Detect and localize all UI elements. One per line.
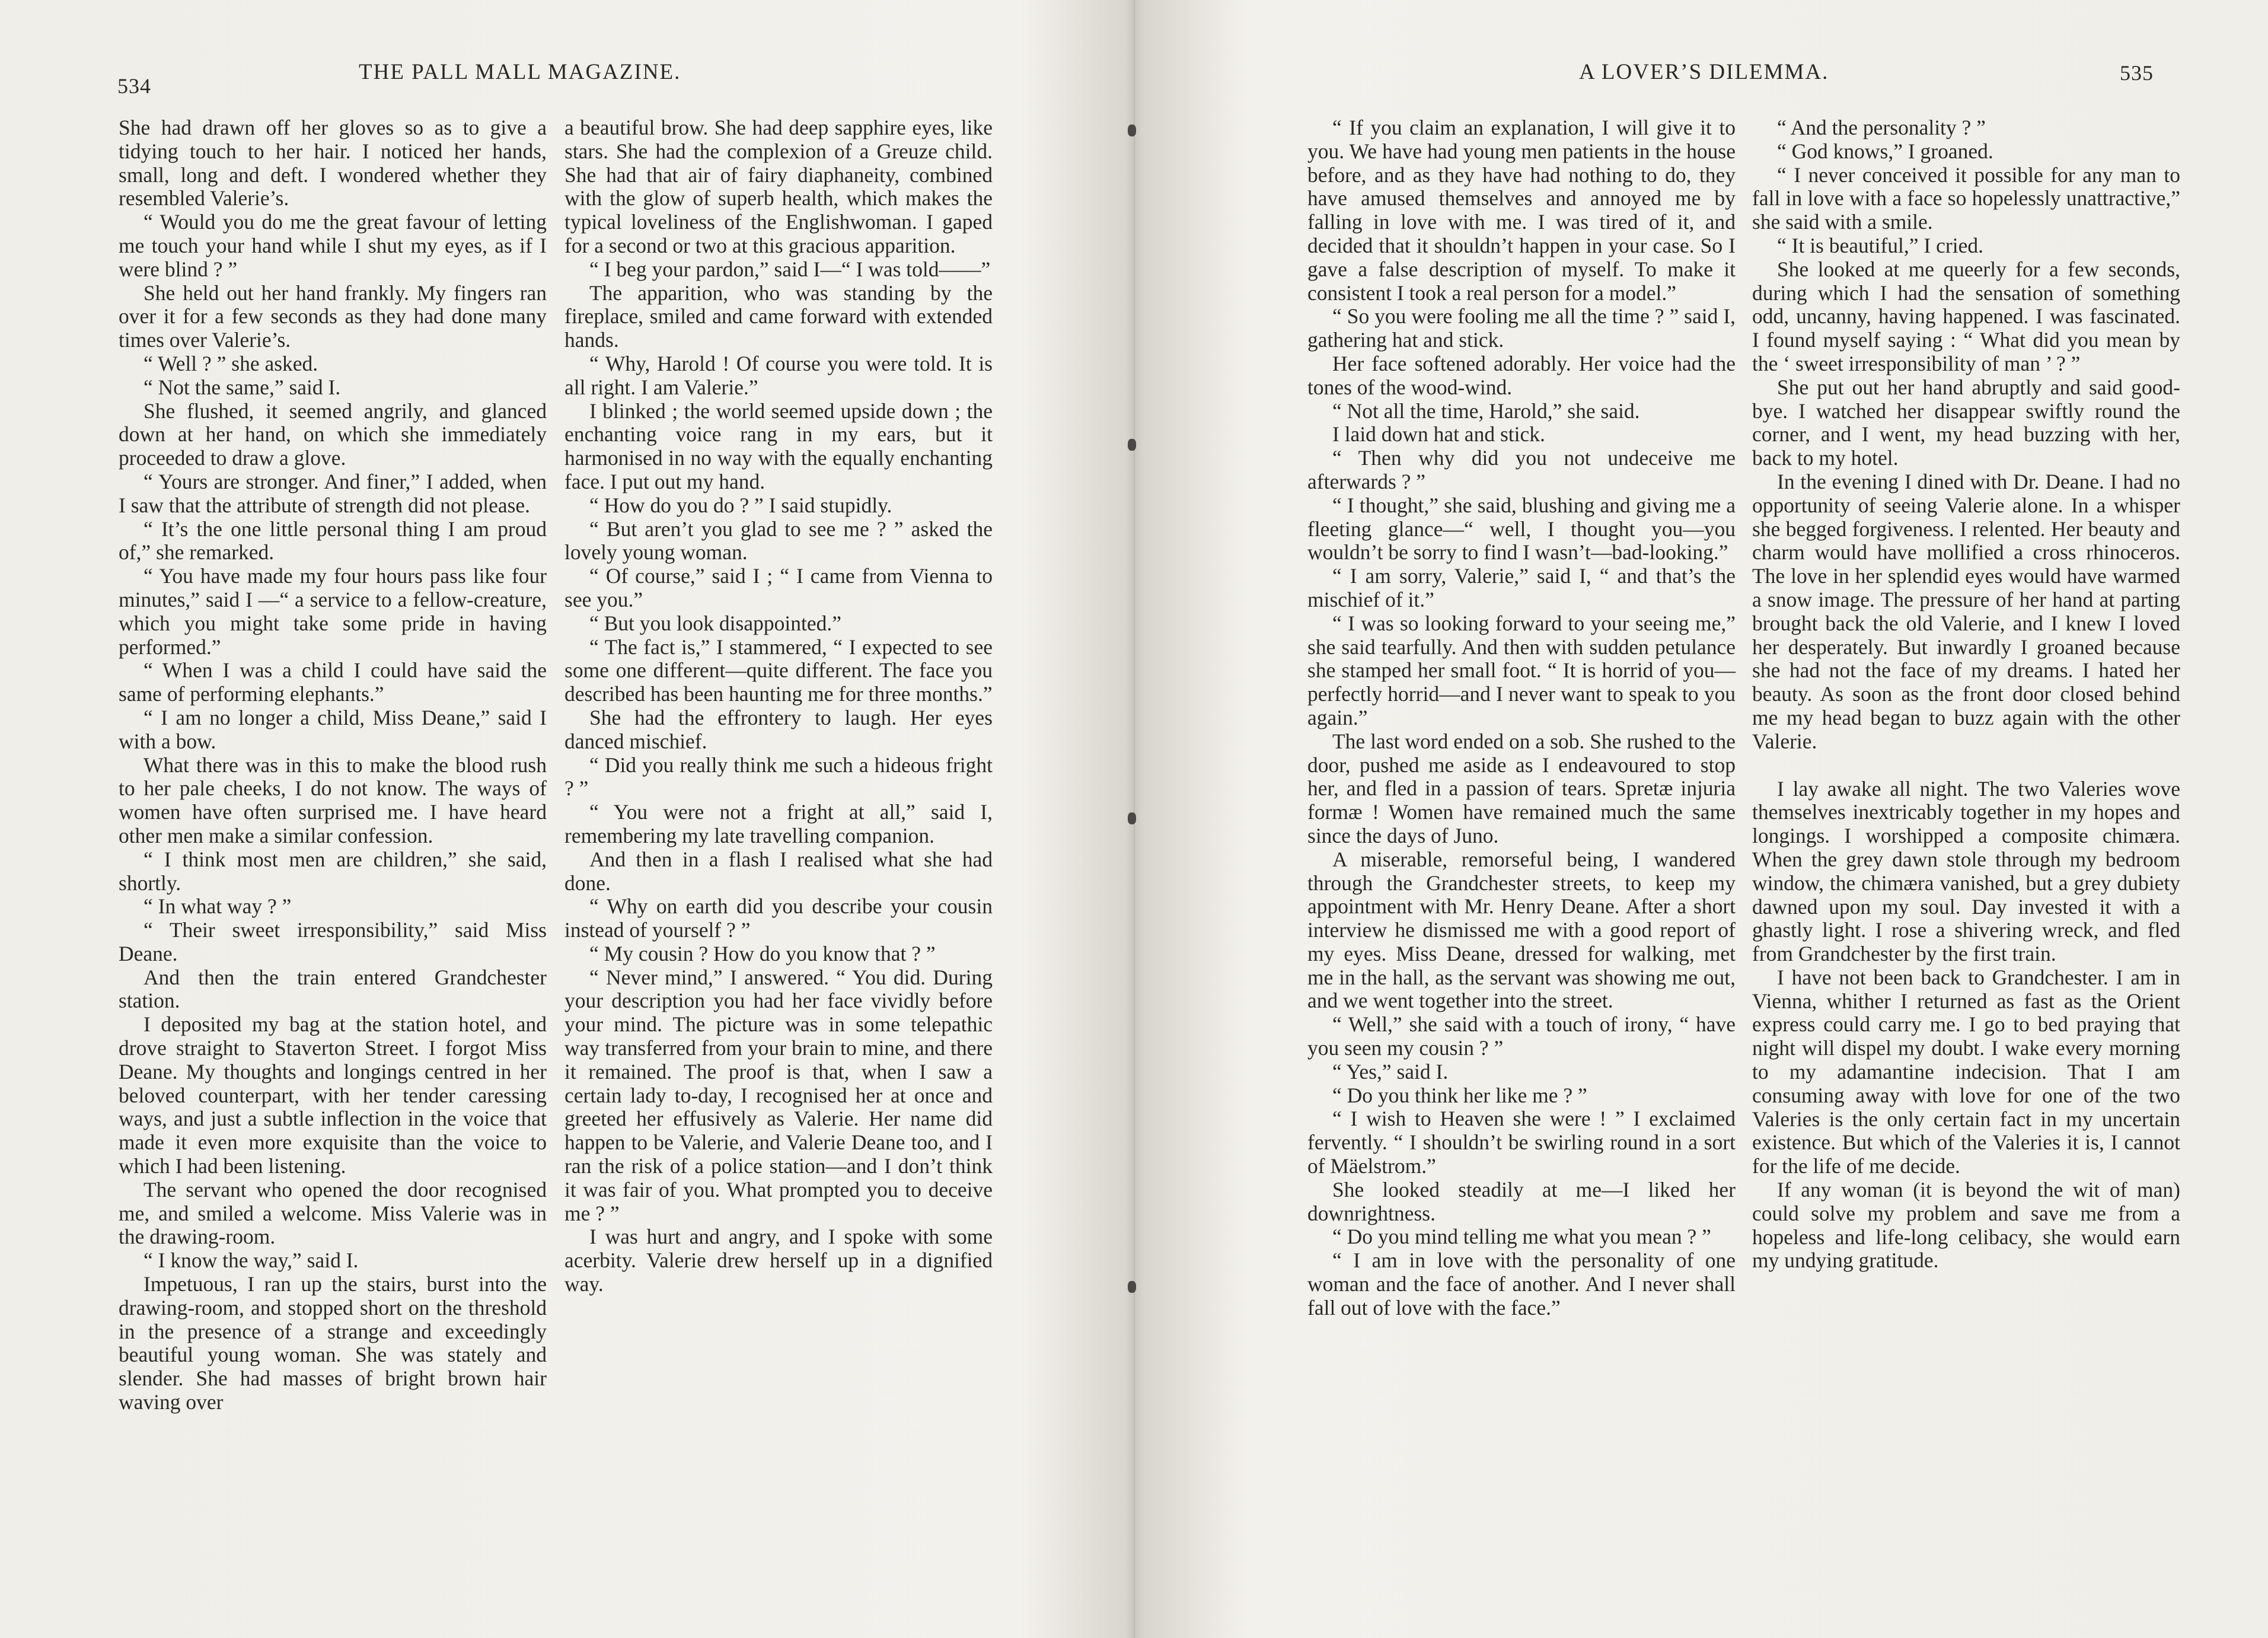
page-number: 535 xyxy=(2120,61,2154,85)
paragraph: The apparition, who was standing by the fireplace, smiled and came forward with extended hands. xyxy=(564,281,993,352)
paragraph: I deposited my bag at the station hotel, and drove straight to Staverton Street. I forgot Miss Deane. My thoughts and longings centred in her beloved counterpart, with her tender caressing ways, and just a subtle inflection in the voice that made it even more exquisite than the voice to which I had been listening. xyxy=(119,1012,547,1178)
paragraph: “ I thought,” she said, blushing and giving me a fleeting glance—“ well, I thought you—you wouldn’t be sorry to find I wasn’t—bad-looking.” xyxy=(1307,493,1736,565)
paragraph: She had the effrontery to laugh. Her eyes danced mischief. xyxy=(564,705,993,753)
paragraph: Her face softened adorably. Her voice had the tones of the wood-wind. xyxy=(1307,351,1736,399)
paragraph: “ God knows,” I groaned. xyxy=(1777,139,1993,163)
paragraph: “ I think most men are children,” she said, shortly. xyxy=(119,847,547,895)
paragraph: “ My cousin ? How do you know that ? ” xyxy=(589,941,936,965)
right-page xyxy=(1135,0,2268,1638)
paragraph: I was hurt and angry, and I spoke with some acerbity. Valerie drew herself up in a dignified way. xyxy=(564,1225,993,1296)
paragraph: “ Well ? ” she asked. xyxy=(143,351,318,375)
running-head: A LOVER’S DILEMMA. xyxy=(1579,60,1829,84)
paragraph: “ I wish to Heaven she were ! ” I exclaimed fervently. “ I shouldn’t be swirling round in a sort of Mäelstrom.” xyxy=(1307,1107,1736,1178)
paragraph: “ Do you think her like me ? ” xyxy=(1332,1083,1587,1107)
paragraph: “ When I was a child I could have said the same of performing elephants.” xyxy=(119,658,547,706)
paragraph: I have not been back to Grandchester. I am in Vienna, whither I returned as fast as the Orient express could carry me. I go to bed praying that night will dispel my doubt. I wake every morning to my adamantine indecision. That I am consuming away with love for one of the two Valeries is the only certain fact in my uncertain existence. But which of the Valeries it is, I cannot for the life of me decide. xyxy=(1752,965,2180,1178)
paragraph: “ Not all the time, Harold,” she said. xyxy=(1332,399,1640,423)
text-column xyxy=(119,116,547,1414)
paragraph: “ You have made my four hours pass like four minutes,” said I —“ a service to a fellow-creature, which you might take some pride in having performed.” xyxy=(119,564,547,659)
paragraph: “ And the personality ? ” xyxy=(1777,116,1986,139)
paragraph: “ If you claim an explanation, I will give it to you. We have had young men patients in the house before, and as they have had nothing to do, they have amused themselves and annoyed me by falling in love with me. I was tired of it, and decided that it shouldn’t happen in your case. So I gave a false description of myself. To make it consistent I took a real person for a model.” xyxy=(1307,116,1736,305)
paragraph: She flushed, it seemed angrily, and glanced down at her hand, on which she immediately proceeded to draw a glove. xyxy=(119,399,547,470)
paragraph: “ In what way ? ” xyxy=(143,894,292,919)
paragraph: “ So you were fooling me all the time ? ” said I, gathering hat and stick. xyxy=(1307,304,1736,352)
paragraph: “ I know the way,” said I. xyxy=(143,1248,359,1273)
paragraph: “ I beg your pardon,” said I—“ I was told——” xyxy=(589,257,991,281)
paragraph: And then in a flash I realised what she had done. xyxy=(564,847,993,895)
paragraph: “ How do you do ? ” I said stupidly. xyxy=(589,493,892,517)
page-number: 534 xyxy=(117,74,151,98)
paragraph: If any woman (it is beyond the wit of man) could solve my problem and save me from a hopeless and life-long celibacy, she would earn my undying gratitude. xyxy=(1752,1178,2180,1273)
paragraph: “ Their sweet irresponsibility,” said Miss Deane. xyxy=(119,918,547,965)
paragraph: “ I was so looking forward to your seeing me,” she said tearfully. And then with sudden petulance she stamped her small foot. “ It is horrid of you—perfectly horrid—and I never want to speak to you again.” xyxy=(1307,611,1736,729)
paragraph: “ Do you mind telling me what you mean ? ” xyxy=(1332,1225,1711,1249)
paragraph: “ Why, Harold ! Of course you were told. It is all right. I am Valerie.” xyxy=(564,351,993,399)
paragraph: “ But you look disappointed.” xyxy=(589,611,841,635)
paragraph: “ I never conceived it possible for any man to fall in love with a face so hopelessly unattractive,” she said with a smile. xyxy=(1752,162,2180,234)
paragraph: “ The fact is,” I stammered, “ I expected to see some one different—quite different. The face you described has been haunting me for three months.” xyxy=(564,635,993,706)
text-column xyxy=(1307,116,1736,1320)
paragraph: a beautiful brow. She had deep sapphire eyes, like stars. She had the complexion of a Greuze child. She had that air of fairy diaphaneity, combined with the glow of superb health, which makes the typical loveliness of the Englishwoman. I gaped for a second or two at this gracious apparition. xyxy=(564,116,993,257)
paragraph: “ Why on earth did you describe your cousin instead of yourself ? ” xyxy=(564,894,993,942)
paragraph: “ Did you really think me such a hideous fright ? ” xyxy=(564,753,993,801)
left-page xyxy=(0,0,1133,1638)
paragraph: She looked steadily at me—I liked her downrightness. xyxy=(1307,1177,1736,1225)
paragraph: “ Well,” she said with a touch of irony, “ have you seen my cousin ? ” xyxy=(1307,1012,1736,1060)
paragraph: “ Never mind,” I answered. “ You did. During your description you had her face vividly before your mind. The picture was in some telepathic way transferred from your brain to mine, and there it remained. The proof is that, when I saw a certain lady to-day, I recognised her at once and greeted her effusively as Valerie. Her name did happen to be Valerie, and Valerie Deane too, and I ran the risk of a police station—and I don’t think it was fair of you. What prompted you to deceive me ? ” xyxy=(564,965,993,1225)
paragraph: In the evening I dined with Dr. Deane. I had no opportunity of seeing Valerie alone. In a whisper she begged forgiveness. I relented. Her beauty and charm would have mollified a cross rhinoceros. The love in her splendid eyes would have warmed a snow image. The pressure of her hand at parting brought back the old Valerie, and I knew I loved her desperately. But inwardly I groaned because she had not the face of my dreams. I hated her beauty. As soon as the front door closed behind me my head began to buzz again with the other Valerie. xyxy=(1752,469,2180,753)
paragraph: I blinked ; the world seemed upside down ; the enchanting voice rang in my ears, but it harmonised in no way with the equally enchanting face. I put out my hand. xyxy=(564,399,993,493)
paragraph: “ Of course,” said I ; “ I came from Vienna to see you.” xyxy=(564,564,993,611)
paragraph: The last word ended on a sob. She rushed to the door, pushed me aside as I endeavoured to stop her, and fled in a passion of tears. Spretæ injuria formæ ! Women have remained much the same since the days of Juno. xyxy=(1307,729,1736,847)
paragraph: “ I am sorry, Valerie,” said I, “ and that’s the mischief of it.” xyxy=(1307,564,1736,611)
paragraph: “ I am in love with the personality of one woman and the face of another. And I never shall fall out of love with the face.” xyxy=(1307,1248,1736,1320)
paragraph: “ I am no longer a child, Miss Deane,” said I with a bow. xyxy=(119,705,547,753)
paragraph: And then the train entered Grandchester station. xyxy=(119,965,547,1013)
paragraph: She put out her hand abruptly and said good-bye. I watched her disappear swiftly round the corner, and I went, my head buzzing with her, back to my hotel. xyxy=(1752,375,2180,470)
text-column xyxy=(564,116,993,1296)
paragraph: “ Yours are stronger. And finer,” I added, when I saw that the attribute of strength did not please. xyxy=(119,469,547,517)
paragraph: “ Then why did you not undeceive me afterwards ? ” xyxy=(1307,446,1736,493)
paragraph: “ But aren’t you glad to see me ? ” asked the lovely young woman. xyxy=(564,517,993,565)
paragraph: “ You were not a fright at all,” said I, remembering my late travelling companion. xyxy=(564,800,993,847)
paragraph: “ It is beautiful,” I cried. xyxy=(1777,233,1983,257)
running-head: THE PALL MALL MAGAZINE. xyxy=(359,60,681,84)
paragraph: The servant who opened the door recognised me, and smiled a welcome. Miss Valerie was in the drawing-room. xyxy=(119,1177,547,1249)
paragraph: I lay awake all night. The two Valeries wove themselves inextricably together in my hopes and longings. I worshipped a composite chimæra. When the grey dawn stole through my bedroom window, the chimæra vanished, but a grey dubiety dawned upon my soul. Day invested it with a ghastly light. I rose a shivering wreck, and fled from Grandchester by the first train. xyxy=(1752,776,2180,966)
paragraph: I laid down hat and stick. xyxy=(1332,422,1545,447)
paragraph: “ Would you do me the great favour of letting me touch your hand while I shut my eyes, as if I were blind ? ” xyxy=(119,210,547,281)
paragraph: Impetuous, I ran up the stairs, burst into the drawing-room, and stopped short on the threshold in the presence of a strange and exceedingly beautiful young woman. She was stately and slender. She had masses of bright brown hair waving over xyxy=(119,1272,547,1414)
paragraph: “ Yes,” said I. xyxy=(1332,1059,1449,1083)
paragraph: She held out her hand frankly. My fingers ran over it for a few seconds as they had done many times over Valerie’s. xyxy=(119,281,547,352)
text-column xyxy=(1752,116,2180,1273)
paragraph: A miserable, remorseful being, I wandered through the Grandchester streets, to keep my appointment with Mr. Henry Deane. After a short interview he dismissed me with a good report of my eyes. Miss Deane, dressed for walking, met me in the hall, as the servant was showing me out, and we went together into the street. xyxy=(1307,847,1736,1013)
paragraph: What there was in this to make the blood rush to her pale cheeks, I do not know. The ways of women have often surprised me. I have heard other men make a similar confession. xyxy=(119,753,547,847)
paragraph: “ Not the same,” said I. xyxy=(143,375,341,399)
paragraph: “ It’s the one little personal thing I am proud of,” she remarked. xyxy=(119,517,547,565)
paragraph: She had drawn off her gloves so as to give a tidying touch to her hair. I noticed her hands, small, long and deft. I wondered whether they resembled Valerie’s. xyxy=(119,116,547,211)
paragraph: She looked at me queerly for a few seconds, during which I had the sensation of something odd, uncanny, having happened. I was fascinated. I found myself saying : “ What did you mean by the ‘ sweet irresponsibility of man ’ ? ” xyxy=(1752,257,2180,375)
